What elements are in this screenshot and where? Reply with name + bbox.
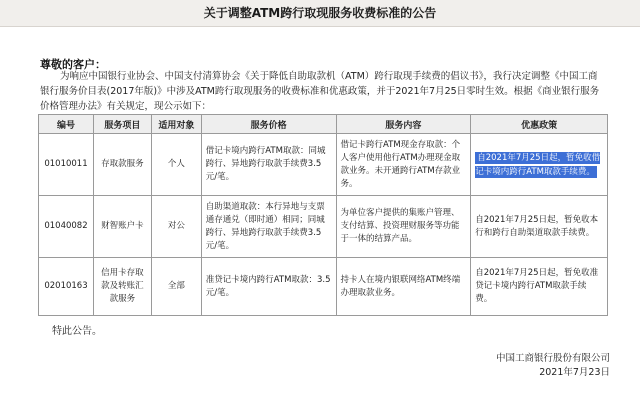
salutation: 尊敬的客户： [40,58,106,71]
row-policy-highlighted[interactable]: 自2021年7月25日起，暂免收借记卡境内跨行ATM取款手续费。 [475,152,601,177]
row-content: 为单位客户提供的集账户管理、支付结算、投资理财服务等功能于一体的结算产品。 [336,196,471,258]
closing-line: 特此公告。 [52,326,102,337]
table-row [39,258,608,316]
row-code: 02010163 [39,258,94,316]
row-item: 信用卡存取款及转账汇款服务 [93,258,151,316]
table-row [39,134,608,196]
row-content: 借记卡跨行ATM现金存取款：个人客户使用他行ATM办理现金取款业务。未开通跨行ATM存款业务。 [336,134,471,196]
row-price: 自助渠道取款：本行异地与支票通存通兑（即时通）相同；同城跨行、异地跨行取款手续费3.5元/笔。 [201,196,336,258]
fee-table [38,114,608,316]
signature-block [496,352,610,380]
intro-paragraph: 为响应中国银行业协会、中国支付清算协会《关于降低自助取款机（ATM）跨行取现手续费的倡议书》，我行决定调整《中国工商银行服务价目表(2017年版)》中涉及ATM跨行取现服务的收费标准和优惠政策，并于2021年7月25日零时生效。根据《商业银行服务价格管理办法》有关规定，现公示如下： [40,71,600,112]
header-item: 服务项目 [93,115,151,134]
signer-date: 2021年7月23日 [539,367,610,378]
row-item: 财智账户卡 [93,196,151,258]
table-row [39,196,608,258]
row-content: 持卡人在境内银联网络ATM终端办理取款业务。 [336,258,471,316]
row-code: 01040082 [39,196,94,258]
header-content: 服务内容 [336,115,471,134]
header-policy: 优惠政策 [471,115,608,134]
row-policy: 自2021年7月25日起，暂免收准贷记卡境内跨行ATM取款手续费。 [471,258,608,316]
row-price: 借记卡境内跨行ATM取款：同城跨行、异地跨行取款手续费3.5元/笔。 [201,134,336,196]
header-target: 适用对象 [151,115,201,134]
row-target: 全部 [151,258,201,316]
row-price: 准贷记卡境内跨行ATM取款：3.5元/笔。 [201,258,336,316]
header-price: 服务价格 [201,115,336,134]
header-code: 编号 [39,115,94,134]
page-title: 关于调整ATM跨行取现服务收费标准的公告 [0,0,640,27]
row-code: 01010011 [39,134,94,196]
row-policy: 自2021年7月25日起，暂免收本行和跨行自助渠道取款手续费。 [471,196,608,258]
row-target: 对公 [151,196,201,258]
table-header-row [39,115,608,134]
signer-org: 中国工商银行股份有限公司 [495,353,610,364]
row-policy-cell [471,134,608,196]
row-target: 个人 [151,134,201,196]
row-item: 存取款服务 [93,134,151,196]
